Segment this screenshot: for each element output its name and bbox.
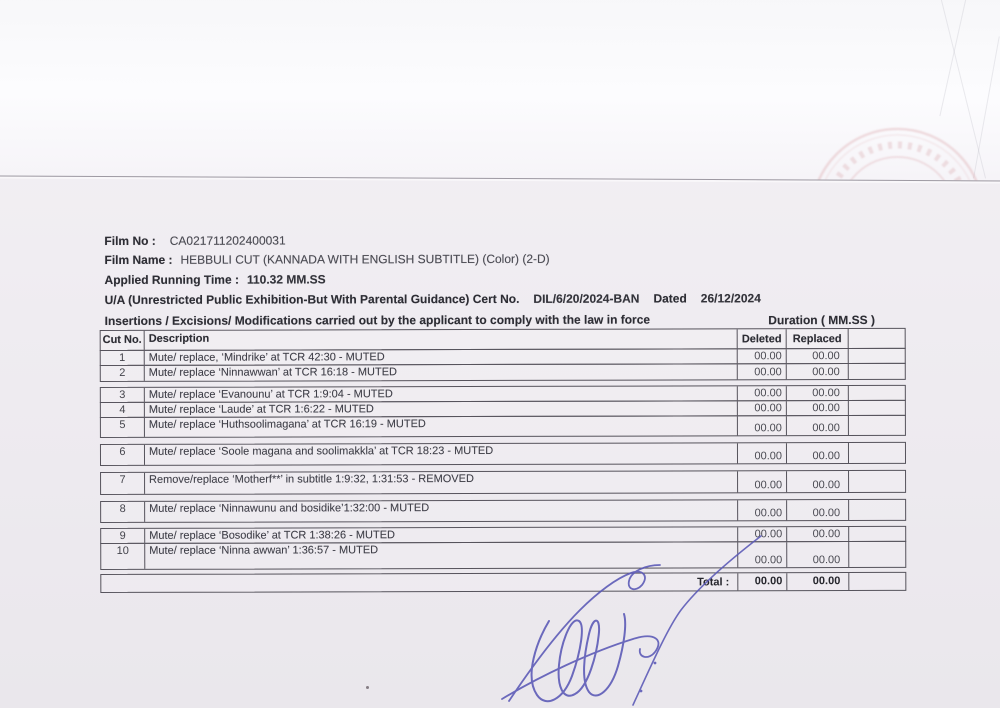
film-name-label: Film Name : [104, 252, 173, 267]
cut-no: 5 [101, 418, 145, 437]
certificate-line [105, 291, 761, 307]
running-time-label: Applied Running Time : [104, 272, 239, 287]
cut-no: 6 [101, 445, 145, 465]
replaced-value: 00.00 [787, 416, 849, 435]
replaced-value: 00.00 [787, 386, 849, 400]
cut-description: Mute/ replace ‘Ninnawunu and bosidike’1:32:00 - MUTED [145, 500, 738, 522]
deleted-value: 00.00 [738, 527, 787, 541]
empty-cell [849, 416, 905, 435]
empty-cell [849, 349, 905, 363]
cut-no: 3 [101, 388, 145, 402]
empty-cell [849, 364, 905, 379]
deleted-value: 00.00 [738, 386, 787, 400]
table-row [100, 541, 906, 570]
empty-cell [849, 401, 905, 415]
film-name-line [104, 252, 549, 267]
cut-no: 4 [101, 403, 145, 417]
cut-description: Mute/ replace, ‘Mindrike’ at TCR 42:30 - MUTED [145, 349, 738, 365]
replaced-value: 00.00 [787, 364, 849, 379]
running-time-value: 110.32 MM.SS [246, 272, 326, 287]
empty-cell [849, 527, 905, 541]
header-replaced: Replaced [787, 329, 849, 348]
total-label: Total : [101, 573, 738, 592]
cut-description: Mute/ replace ‘Huthsoolimagana’ at TCR 16:19 - MUTED [145, 416, 738, 437]
duration-heading: Duration ( MM.SS ) [768, 312, 875, 328]
modifications-heading: Insertions / Excisions/ Modifications carried out by the applicant to comply with the law in force [104, 312, 651, 328]
deleted-value: 00.00 [738, 401, 787, 415]
cert-no-value: DIL/6/20/2024-BAN [533, 291, 640, 306]
deleted-value: 00.00 [738, 500, 787, 520]
film-name-value: HEBBULI CUT (KANNADA WITH ENGLISH SUBTITLE) (Color) (2-D) [180, 251, 550, 267]
cut-description: Mute/ replace ‘Bosodike’ at TCR 1:38:26 - MUTED [145, 527, 738, 543]
table-row [100, 470, 906, 495]
ink-speck [366, 686, 369, 689]
running-time-line [105, 272, 326, 287]
header-description: Description [145, 329, 738, 350]
cut-description: Mute/ replace ‘Evanounu’ at TCR 1:9:04 - MUTED [145, 386, 738, 402]
cut-description: Mute/ replace ‘Soole magana and soolimakkla’ at TCR 18:23 - MUTED [145, 443, 738, 465]
replaced-value: 00.00 [787, 443, 849, 463]
cut-no: 7 [101, 473, 145, 494]
deleted-value: 00.00 [738, 471, 787, 492]
table-row [100, 415, 906, 438]
cut-description: Mute/ replace ‘Laude’ at TCR 1:6:22 - MUTED [145, 401, 738, 417]
cert-label: U/A (Unrestricted Public Exhibition-But With Parental Guidance) Cert No. [104, 291, 520, 307]
deleted-value: 00.00 [738, 443, 787, 463]
header-empty [849, 329, 905, 348]
cut-description: Mute/ replace ‘Ninnawwan’ at TCR 16:18 - MUTED [145, 364, 738, 381]
total-deleted: 00.00 [738, 573, 787, 590]
cut-description: Mute/ replace ‘Ninna awwan’ 1:36:57 - MUTED [145, 542, 738, 569]
total-replaced: 00.00 [787, 573, 849, 590]
cut-no: 1 [101, 351, 145, 365]
replaced-value: 00.00 [787, 471, 849, 492]
table-row [100, 442, 906, 466]
cut-description: Remove/replace ‘Motherf**’ in subtitle 1:9:32, 1:31:53 - REMOVED [145, 471, 738, 494]
replaced-value: 00.00 [787, 500, 849, 520]
deleted-value: 00.00 [738, 349, 787, 363]
table-row [100, 363, 906, 382]
table-total-row [100, 572, 906, 593]
deleted-value: 00.00 [738, 364, 787, 379]
film-no-label: Film No : [104, 233, 156, 248]
replaced-value: 00.00 [787, 527, 849, 541]
empty-cell [849, 573, 905, 590]
empty-cell [849, 500, 905, 520]
cut-no: 10 [101, 544, 145, 569]
empty-cell [849, 386, 905, 400]
cut-no: 9 [101, 529, 145, 543]
dated-value: 26/12/2024 [700, 291, 761, 306]
film-no-value: CA021711202400031 [169, 233, 286, 248]
header-deleted: Deleted [738, 329, 787, 348]
table-row [100, 499, 906, 523]
film-no-line [104, 234, 285, 248]
deleted-value: 00.00 [738, 542, 787, 567]
replaced-value: 00.00 [787, 401, 849, 415]
table-header-row [100, 328, 906, 351]
cut-no: 2 [101, 366, 145, 381]
header-cut-no: Cut No. [101, 331, 145, 350]
deleted-value: 00.00 [738, 416, 787, 435]
cut-no: 8 [101, 502, 145, 522]
replaced-value: 00.00 [787, 349, 849, 363]
empty-cell [849, 471, 905, 492]
empty-cell [849, 542, 905, 567]
cuts-table [100, 329, 907, 593]
dated-label: Dated [653, 291, 687, 306]
empty-cell [849, 443, 905, 463]
replaced-value: 00.00 [787, 542, 849, 567]
